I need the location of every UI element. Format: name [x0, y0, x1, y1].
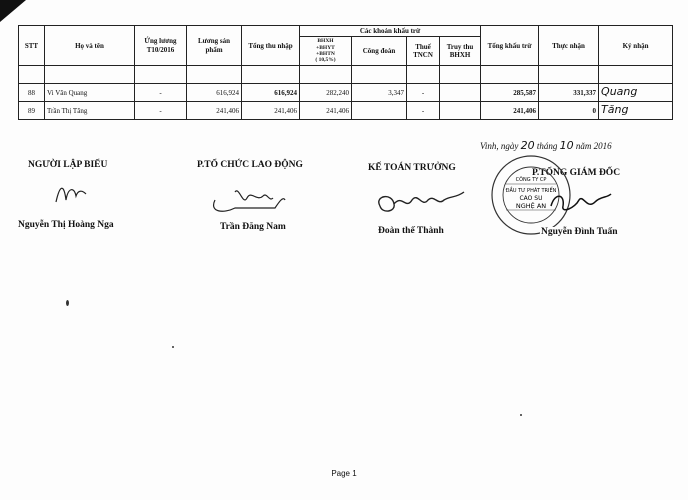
- cell-signed: Quang: [599, 84, 673, 102]
- header-total-income: Tổng thu nhập: [242, 26, 300, 66]
- stamp-line4: NGHỆ AN: [515, 202, 547, 210]
- cell-stt: 88: [19, 84, 45, 102]
- cell-product-salary: 241,406: [187, 102, 242, 120]
- date-prefix: Vinh, ngày: [480, 141, 519, 151]
- cell-union: [352, 102, 407, 120]
- header-insurance-line1: BHXH: [317, 38, 334, 45]
- cell-advance: -: [135, 84, 187, 102]
- header-product-salary: Lương sản phẩm: [187, 26, 242, 66]
- cell-advance: -: [135, 102, 187, 120]
- header-signature: Ký nhận: [599, 26, 673, 66]
- header-stt: STT: [19, 26, 45, 66]
- cell-income-tax: -: [407, 84, 440, 102]
- page-number: Page 1: [331, 469, 357, 478]
- scan-speck: [172, 346, 174, 348]
- name-labor-dept: Trần Đăng Nam: [220, 222, 286, 232]
- cell-name: Vi Văn Quang: [45, 84, 135, 102]
- scan-corner-mark: [0, 0, 26, 22]
- cell-si-recovery: [440, 102, 481, 120]
- date-year: năm 2016: [575, 141, 612, 151]
- signature-preparer: [52, 180, 92, 208]
- table-row: [19, 84, 673, 102]
- header-insurance-line3: +BHTN: [316, 51, 335, 58]
- header-si-recovery: Truy thu BHXH: [440, 37, 481, 66]
- role-chief-accountant: KẾ TOÁN TRƯỞNG: [368, 163, 456, 173]
- table-row: [19, 102, 673, 120]
- cell-signed: Tăng: [599, 102, 673, 120]
- header-total-deductions: Tổng khấu trừ: [481, 26, 539, 66]
- header-income-tax: Thuế TNCN: [407, 37, 440, 66]
- header-insurance: [300, 37, 352, 66]
- header-advance: Ứng lương T10/2016: [135, 26, 187, 66]
- cell-total-deductions: 285,587: [481, 84, 539, 102]
- cell-name: Trần Thị Tăng: [45, 102, 135, 120]
- name-deputy-director: Nguyễn Đình Tuấn: [541, 227, 618, 237]
- header-deductions-group: Các khoản khấu trừ: [300, 26, 481, 37]
- table-header-row: [19, 26, 673, 37]
- signature-deputy-director: [545, 188, 615, 218]
- cell-insurance: 282,240: [300, 84, 352, 102]
- role-labor-dept: P.TỔ CHỨC LAO ĐỘNG: [197, 160, 303, 170]
- role-preparer: NGƯỜI LẬP BIỂU: [28, 160, 108, 170]
- signature-chief-accountant: [372, 186, 472, 218]
- header-union: Công đoàn: [352, 37, 407, 66]
- name-preparer: Nguyễn Thị Hoàng Nga: [18, 220, 114, 230]
- cell-net-pay: 0: [539, 102, 599, 120]
- header-net-pay: Thực nhận: [539, 26, 599, 66]
- cell-income-tax: -: [407, 102, 440, 120]
- cell-product-salary: 616,924: [187, 84, 242, 102]
- cell-insurance: 241,406: [300, 102, 352, 120]
- date-line: [480, 139, 612, 152]
- date-month: 10: [559, 139, 574, 152]
- stamp-line1: CÔNG TY CP: [515, 177, 547, 183]
- scan-speck: [66, 300, 69, 306]
- cell-net-pay: 331,337: [539, 84, 599, 102]
- cell-union: 3,347: [352, 84, 407, 102]
- header-name: Họ và tên: [45, 26, 135, 66]
- stamp-line2: ĐẦU TƯ PHÁT TRIỂN: [505, 188, 557, 194]
- cell-si-recovery: [440, 84, 481, 102]
- signature-labor-dept: [205, 182, 295, 218]
- cell-total-deductions: 241,406: [481, 102, 539, 120]
- cell-total-income: 616,924: [242, 84, 300, 102]
- header-insurance-line4: ( 10,5%): [315, 57, 336, 64]
- date-month-label: tháng: [536, 141, 558, 151]
- cell-total-income: 241,406: [242, 102, 300, 120]
- role-deputy-director: P.TỔNG GIÁM ĐỐC: [532, 168, 621, 178]
- payroll-table: [18, 25, 673, 120]
- date-day: 20: [520, 139, 535, 152]
- header-insurance-line2: +BHYT: [316, 44, 335, 51]
- stamp-line3: CAO SU: [519, 195, 543, 202]
- scan-speck: [520, 414, 522, 416]
- table-spacer-row: [19, 66, 673, 84]
- name-chief-accountant: Đoàn thế Thành: [378, 226, 444, 236]
- cell-stt: 89: [19, 102, 45, 120]
